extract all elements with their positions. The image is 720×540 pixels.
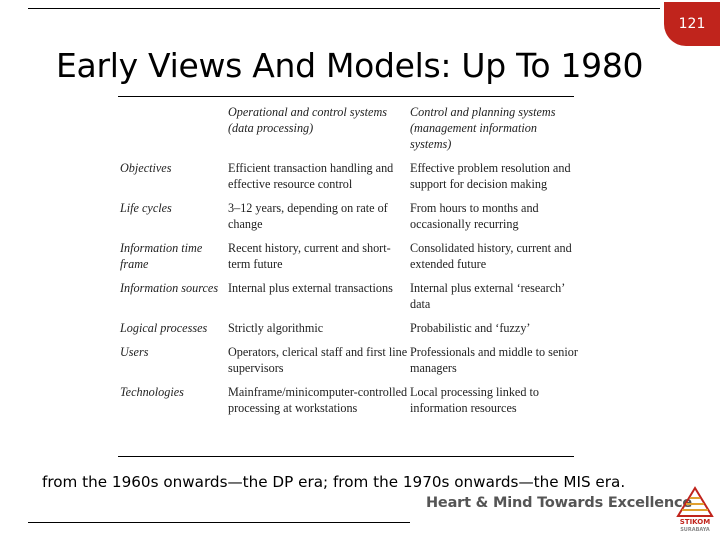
table-row bbox=[120, 384, 578, 416]
table-bottom-rule bbox=[118, 456, 574, 457]
mis-cell: Professionals and middle to senior managers bbox=[410, 345, 578, 375]
dp-cell: Strictly algorithmic bbox=[228, 321, 324, 335]
footer-slogan: Heart & Mind Towards Excellence bbox=[426, 495, 693, 511]
row-label: Information time frame bbox=[120, 241, 203, 271]
page-number-badge bbox=[664, 2, 720, 46]
slide-caption: from the 1960s onwards—the DP era; from the 1970s onwards—the MIS era. bbox=[42, 473, 626, 491]
table-row bbox=[120, 280, 578, 312]
stikom-logo bbox=[672, 486, 718, 538]
dp-cell: Operators, clerical staff and first line supervisors bbox=[228, 345, 408, 375]
header-cell-mis: Control and planning systems (management information systems) bbox=[410, 105, 556, 151]
row-label: Logical processes bbox=[120, 321, 208, 335]
dp-cell: Mainframe/minicomputer-controlled processing at workstations bbox=[228, 385, 408, 415]
logo-sub: SURABAYA bbox=[680, 527, 710, 533]
mis-cell: From hours to months and occasionally recurring bbox=[410, 201, 539, 231]
dp-cell: Internal plus external transactions bbox=[228, 281, 393, 295]
mis-cell: Consolidated history, current and extended future bbox=[410, 241, 572, 271]
dp-cell: Recent history, current and short-term future bbox=[228, 241, 391, 271]
header-cell-dp: Operational and control systems (data processing) bbox=[228, 105, 387, 135]
row-label: Life cycles bbox=[120, 201, 172, 215]
table-row bbox=[120, 160, 578, 192]
logo-name: STIKOM bbox=[679, 518, 711, 526]
page-number: 121 bbox=[678, 16, 706, 32]
logo-text bbox=[672, 518, 718, 534]
table-row bbox=[120, 200, 578, 232]
dp-cell: 3–12 years, depending on rate of change bbox=[228, 201, 388, 231]
table-top-rule bbox=[118, 96, 574, 97]
table-header-row bbox=[120, 104, 578, 152]
bottom-divider bbox=[28, 522, 410, 523]
row-label: Information sources bbox=[120, 281, 219, 295]
mis-cell: Effective problem resolution and support for decision making bbox=[410, 161, 571, 191]
table-row bbox=[120, 344, 578, 376]
comparison-table bbox=[120, 104, 578, 416]
dp-cell: Efficient transaction handling and effective resource control bbox=[228, 161, 394, 191]
row-label: Technologies bbox=[120, 385, 184, 399]
table-row bbox=[120, 240, 578, 272]
top-divider bbox=[28, 8, 660, 9]
mis-cell: Probabilistic and ‘fuzzy’ bbox=[410, 321, 531, 335]
logo-mark-icon bbox=[672, 486, 718, 520]
header-cell-empty bbox=[120, 104, 228, 152]
table-row bbox=[120, 320, 578, 336]
mis-cell: Internal plus external ‘research’ data bbox=[410, 281, 565, 311]
mis-cell: Local processing linked to information resources bbox=[410, 385, 539, 415]
row-label: Users bbox=[120, 345, 149, 359]
row-label: Objectives bbox=[120, 161, 172, 175]
slide-title: Early Views And Models: Up To 1980 bbox=[56, 46, 644, 85]
